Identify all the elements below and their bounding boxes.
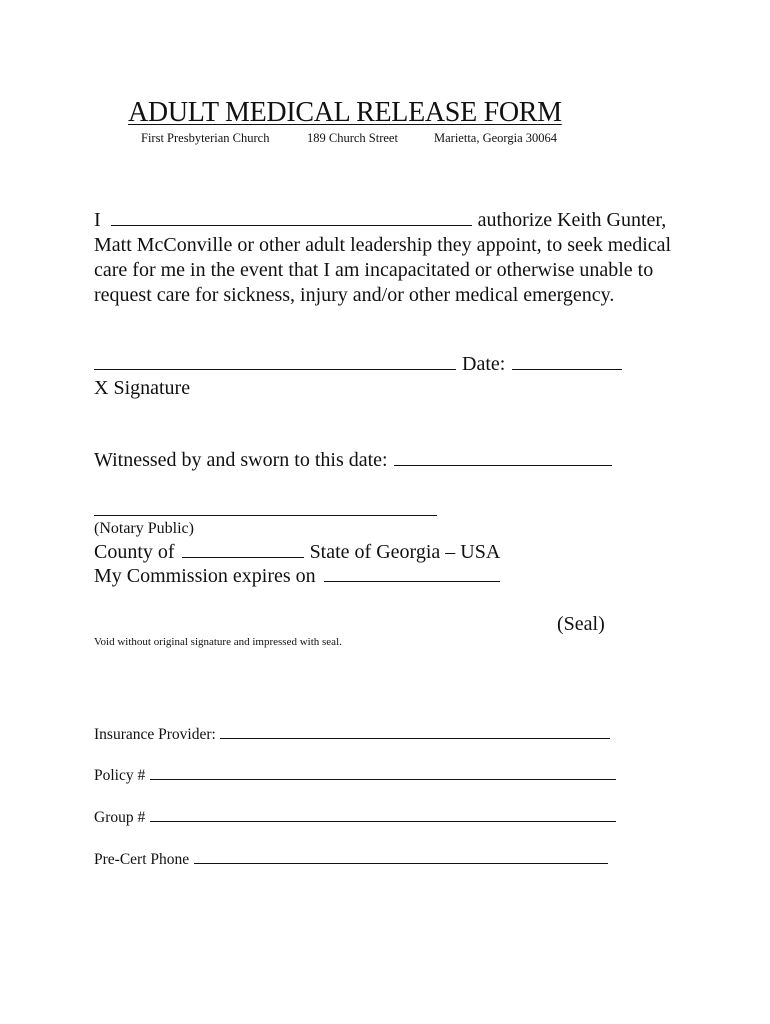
signature-row — [94, 353, 622, 376]
authorization-line-3: care for me in the event that I am incapacitated or otherwise unable to — [94, 259, 654, 281]
insurance-provider-label: Insurance Provider: — [94, 726, 216, 743]
witness-date-field[interactable] — [394, 464, 612, 466]
signature-date-field[interactable] — [512, 368, 622, 370]
insurance-provider-row — [94, 726, 610, 744]
authorization-line-2: Matt McConville or other adult leadership they appoint, to seek medical — [94, 234, 672, 256]
group-label: Group # — [94, 809, 146, 826]
precert-row — [94, 851, 608, 869]
form-title: ADULT MEDICAL RELEASE FORM — [128, 97, 562, 128]
policy-label: Policy # — [94, 767, 146, 784]
precert-phone-field[interactable] — [194, 862, 608, 864]
witness-row — [94, 449, 612, 472]
notary-public-label: (Notary Public) — [94, 520, 194, 537]
commission-row — [94, 565, 500, 588]
group-row — [94, 809, 616, 827]
insurance-provider-field[interactable] — [220, 737, 610, 739]
authorization-line-4: request care for sickness, injury and/or other medical emergency. — [94, 284, 615, 306]
county-label: County of — [94, 541, 175, 563]
notary-signature-field[interactable] — [94, 515, 437, 516]
signature-field[interactable] — [94, 368, 456, 370]
seal-label: (Seal) — [557, 613, 605, 635]
church-street: 189 Church Street — [307, 131, 398, 145]
signature-label: X Signature — [94, 377, 191, 399]
authorization-line-1 — [94, 208, 694, 233]
authorization-paragraph — [94, 208, 694, 308]
date-label: Date: — [462, 353, 506, 375]
church-name: First Presbyterian Church — [141, 131, 270, 145]
participant-name-field[interactable] — [111, 224, 472, 226]
commission-label: My Commission expires on — [94, 565, 316, 587]
church-city: Marietta, Georgia 30064 — [434, 131, 557, 145]
witness-label: Witnessed by and sworn to this date: — [94, 449, 388, 471]
county-field[interactable] — [182, 556, 304, 558]
county-row — [94, 541, 500, 564]
authorization-prefix: I — [94, 209, 101, 231]
void-note: Void without original signature and impressed with seal. — [94, 636, 342, 648]
group-number-field[interactable] — [150, 820, 616, 822]
policy-row — [94, 767, 616, 785]
commission-expiry-field[interactable] — [324, 580, 500, 582]
policy-number-field[interactable] — [150, 778, 616, 780]
precert-phone-label: Pre-Cert Phone — [94, 851, 190, 868]
state-label: State of Georgia – USA — [309, 541, 501, 563]
authorization-suffix: authorize Keith Gunter, — [477, 209, 667, 231]
